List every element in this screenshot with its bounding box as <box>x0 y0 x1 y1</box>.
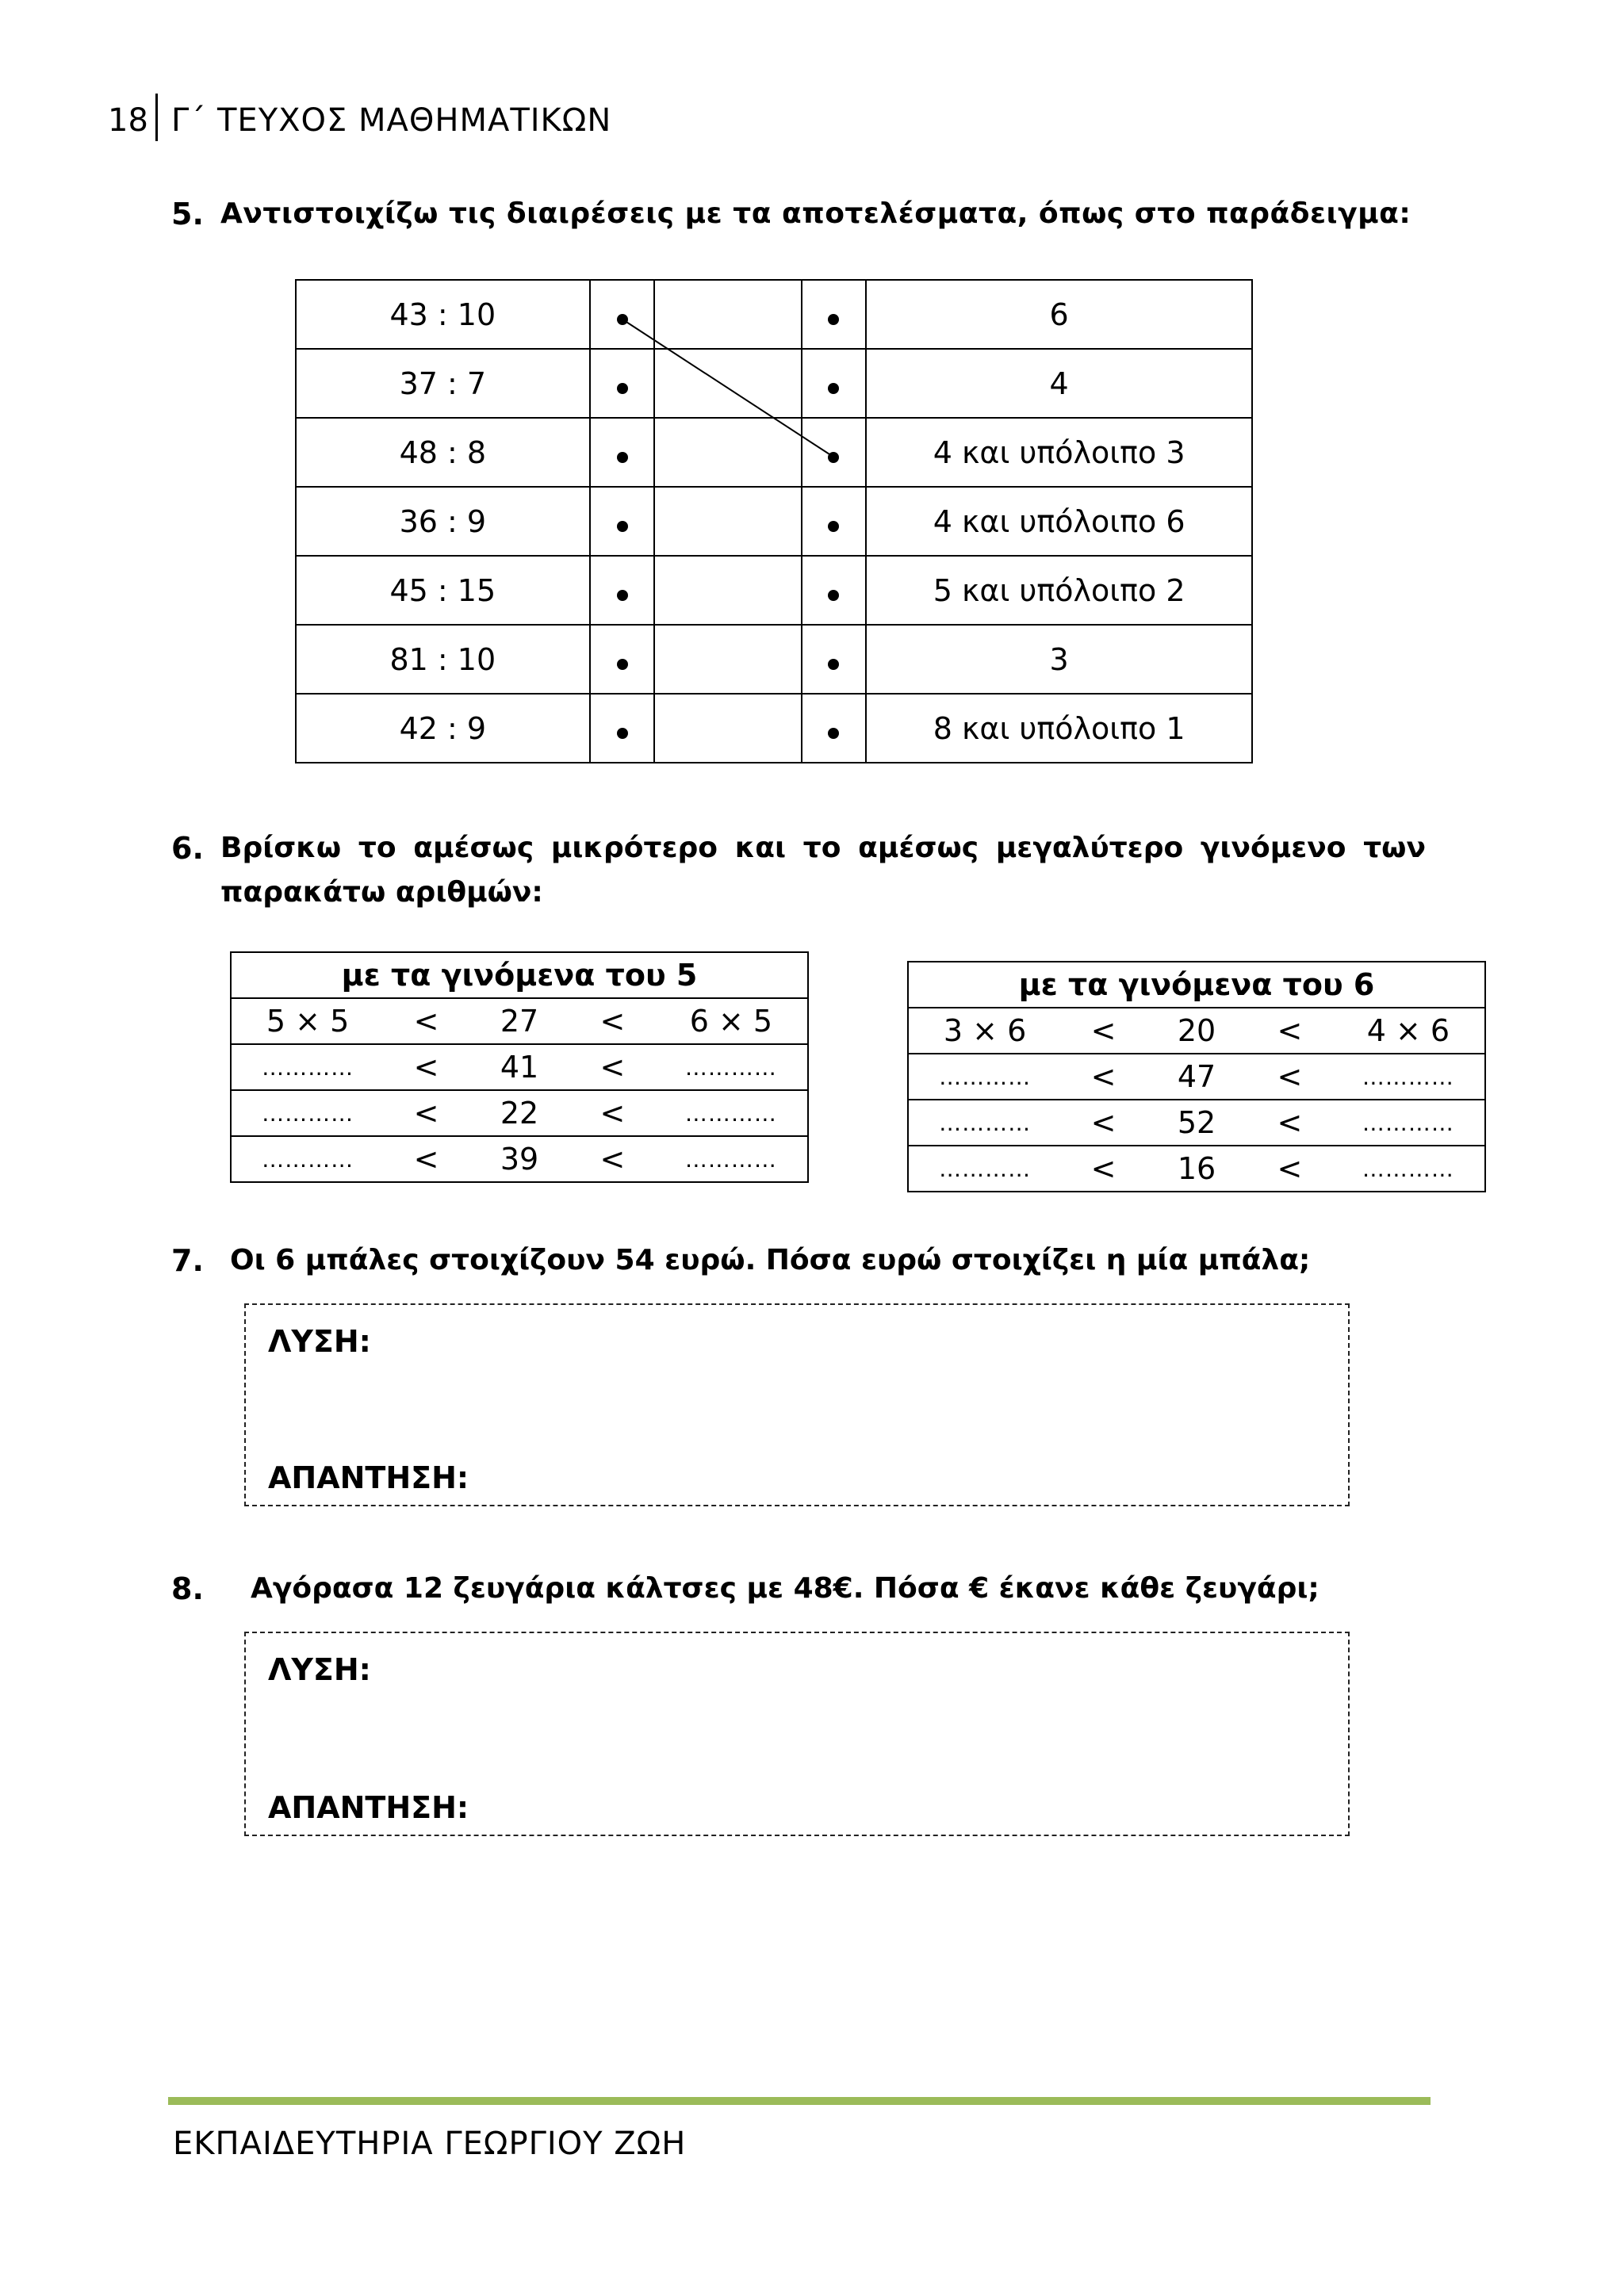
exercise-5-prompt: Αντιστοιχίζω τις διαιρέσεις με τα αποτελέσματα, όπως στο παράδειγμα: <box>220 197 1411 230</box>
division-cell <box>296 487 590 556</box>
connect-space <box>654 487 801 556</box>
lower-product[interactable]: ………… <box>939 1155 1032 1182</box>
less-than-sign: < <box>1277 1059 1303 1094</box>
less-than-sign: < <box>599 1050 626 1085</box>
division-cell <box>296 625 590 694</box>
result-cell <box>866 349 1252 418</box>
exercise-7-prompt: Οι 6 μπάλες στοιχίζουν 54 ευρώ. Πόσα ευρώ στοιχίζει η μία μπάλα; <box>230 1244 1311 1276</box>
number-value: 47 <box>1177 1059 1216 1094</box>
right-dot[interactable] <box>828 659 839 670</box>
exercise-7-answer-box[interactable] <box>244 1303 1350 1506</box>
products-of-6-table <box>907 961 1486 1192</box>
division-cell <box>296 280 590 349</box>
number-value: 27 <box>500 1004 539 1039</box>
product-row <box>231 1090 808 1136</box>
upper-product[interactable]: ………… <box>1362 1155 1454 1182</box>
lower-product: 5 × 5 <box>266 1004 350 1039</box>
result-cell <box>866 487 1252 556</box>
result-label: 6 <box>1049 297 1069 332</box>
right-dot[interactable] <box>828 383 839 394</box>
left-dot-cell[interactable] <box>590 418 655 487</box>
left-dot-cell[interactable] <box>590 694 655 763</box>
lower-product[interactable]: ………… <box>262 1146 354 1173</box>
footer-rule <box>168 2097 1431 2105</box>
right-dot[interactable] <box>828 314 839 325</box>
result-label: 4 και υπόλοιπο 6 <box>933 503 1185 539</box>
exercise-6-number: 6. <box>171 831 204 866</box>
left-dot[interactable] <box>617 383 628 394</box>
product-row <box>231 1136 808 1182</box>
result-label: 3 <box>1049 641 1069 677</box>
left-dot-cell[interactable] <box>590 625 655 694</box>
less-than-sign: < <box>1277 1105 1303 1140</box>
result-cell <box>866 694 1252 763</box>
match-row <box>296 418 1252 487</box>
product-row-cell <box>231 998 808 1044</box>
division-label: 45 : 15 <box>389 572 496 608</box>
right-dot-cell[interactable] <box>802 280 867 349</box>
match-row <box>296 349 1252 418</box>
number-value: 16 <box>1177 1151 1216 1186</box>
connect-space <box>654 418 801 487</box>
products-of-5-table <box>230 951 809 1183</box>
connect-space <box>654 625 801 694</box>
left-dot[interactable] <box>617 659 628 670</box>
division-label: 43 : 10 <box>389 297 496 332</box>
result-cell <box>866 418 1252 487</box>
lower-product[interactable]: ………… <box>939 1109 1032 1136</box>
right-dot-cell[interactable] <box>802 694 867 763</box>
less-than-sign: < <box>599 1004 626 1039</box>
left-dot-cell[interactable] <box>590 349 655 418</box>
lower-product[interactable]: ………… <box>262 1100 354 1127</box>
match-row <box>296 625 1252 694</box>
upper-product: 4 × 6 <box>1366 1013 1450 1048</box>
result-label: 4 και υπόλοιπο 3 <box>933 434 1185 470</box>
exercise-6-prompt-line-1: Βρίσκω το αμέσως μικρότερο και το αμέσως μεγαλύτερο γινόμενο των <box>220 832 1426 864</box>
less-than-sign: < <box>599 1142 626 1177</box>
exercise-8-answer-box[interactable] <box>244 1632 1350 1836</box>
product-row-cell <box>231 1044 808 1090</box>
match-row <box>296 694 1252 763</box>
product-row <box>908 1054 1485 1100</box>
footer-text: ΕΚΠΑΙΔΕΥΤΗΡΙΑ ΓΕΩΡΓΙΟΥ ΖΩΗ <box>173 2126 687 2162</box>
exercise-8-solution-label: ΛΥΣΗ: <box>268 1652 371 1687</box>
result-cell <box>866 556 1252 625</box>
less-than-sign: < <box>413 1096 439 1131</box>
less-than-sign: < <box>1277 1013 1303 1048</box>
less-than-sign: < <box>1277 1151 1303 1186</box>
lower-product: 3 × 6 <box>943 1013 1027 1048</box>
table-caption-row <box>231 952 808 998</box>
upper-product[interactable]: ………… <box>1362 1063 1454 1090</box>
exercise-5-number: 5. <box>171 197 204 232</box>
upper-product[interactable]: ………… <box>1362 1109 1454 1136</box>
match-row <box>296 556 1252 625</box>
exercise-6-prompt-line-2: παρακάτω αριθμών: <box>220 876 543 909</box>
product-row-cell <box>231 1136 808 1182</box>
number-value: 20 <box>1177 1013 1216 1048</box>
right-dot[interactable] <box>828 521 839 532</box>
left-dot-cell[interactable] <box>590 280 655 349</box>
match-row <box>296 280 1252 349</box>
less-than-sign: < <box>413 1004 439 1039</box>
number-value: 52 <box>1177 1105 1216 1140</box>
match-row <box>296 487 1252 556</box>
right-dot-cell[interactable] <box>802 556 867 625</box>
product-row <box>908 1008 1485 1054</box>
document-title: Γ΄ ΤΕΥΧΟΣ ΜΑΘΗΜΑΤΙΚΩΝ <box>171 102 612 139</box>
less-than-sign: < <box>1090 1151 1116 1186</box>
right-dot-cell[interactable] <box>802 487 867 556</box>
result-cell <box>866 280 1252 349</box>
division-label: 48 : 8 <box>399 434 487 470</box>
right-dot-cell[interactable] <box>802 349 867 418</box>
left-dot[interactable] <box>617 521 628 532</box>
upper-product: 6 × 5 <box>689 1004 773 1039</box>
product-row-cell <box>231 1090 808 1136</box>
division-label: 37 : 7 <box>399 365 487 401</box>
product-row-cell <box>908 1100 1485 1146</box>
exercise-8-prompt: Αγόρασα 12 ζευγάρια κάλτσες με 48€. Πόσα € έκανε κάθε ζευγάρι; <box>251 1572 1320 1605</box>
less-than-sign: < <box>413 1050 439 1085</box>
exercise-8-number: 8. <box>171 1571 204 1606</box>
left-dot[interactable] <box>617 452 628 463</box>
division-cell <box>296 349 590 418</box>
table-caption: με τα γινόμενα του 5 <box>231 952 808 998</box>
less-than-sign: < <box>599 1096 626 1131</box>
product-row-cell <box>908 1008 1485 1054</box>
less-than-sign: < <box>1090 1105 1116 1140</box>
result-cell <box>866 625 1252 694</box>
less-than-sign: < <box>413 1142 439 1177</box>
division-cell <box>296 418 590 487</box>
lower-product[interactable]: ………… <box>939 1063 1032 1090</box>
page-number: 18 <box>108 102 148 139</box>
result-label: 4 <box>1049 365 1069 401</box>
matching-table <box>295 279 1253 763</box>
less-than-sign: < <box>1090 1013 1116 1048</box>
exercise-7-answer-label: ΑΠΑΝΤΗΣΗ: <box>268 1460 469 1495</box>
right-dot[interactable] <box>828 728 839 739</box>
number-value: 41 <box>500 1050 539 1085</box>
right-dot-cell[interactable] <box>802 625 867 694</box>
division-label: 36 : 9 <box>399 503 487 539</box>
upper-product[interactable]: ………… <box>684 1100 777 1127</box>
exercise-7-solution-label: ΛΥΣΗ: <box>268 1324 371 1359</box>
product-row <box>231 1044 808 1090</box>
number-value: 39 <box>500 1142 539 1177</box>
division-label: 42 : 9 <box>399 710 487 746</box>
right-dot[interactable] <box>828 452 839 463</box>
division-cell <box>296 556 590 625</box>
exercise-8-answer-label: ΑΠΑΝΤΗΣΗ: <box>268 1790 469 1825</box>
product-row <box>231 998 808 1044</box>
upper-product[interactable]: ………… <box>684 1146 777 1173</box>
division-label: 81 : 10 <box>389 641 496 677</box>
left-dot-cell[interactable] <box>590 556 655 625</box>
connect-space <box>654 349 801 418</box>
result-label: 8 και υπόλοιπο 1 <box>933 710 1185 746</box>
product-row-cell <box>908 1054 1485 1100</box>
product-row-cell <box>908 1146 1485 1192</box>
lower-product[interactable]: ………… <box>262 1054 354 1081</box>
left-dot[interactable] <box>617 728 628 739</box>
less-than-sign: < <box>1090 1059 1116 1094</box>
result-label: 5 και υπόλοιπο 2 <box>933 572 1185 608</box>
number-value: 22 <box>500 1096 539 1131</box>
right-dot[interactable] <box>828 590 839 601</box>
product-row <box>908 1146 1485 1192</box>
division-cell <box>296 694 590 763</box>
connect-space <box>654 280 801 349</box>
left-dot[interactable] <box>617 590 628 601</box>
product-row <box>908 1100 1485 1146</box>
header-separator <box>155 94 158 141</box>
right-dot-cell[interactable] <box>802 418 867 487</box>
exercise-7-number: 7. <box>171 1243 204 1278</box>
left-dot[interactable] <box>617 314 628 325</box>
table-caption: με τα γινόμενα του 6 <box>908 962 1485 1008</box>
connect-space <box>654 556 801 625</box>
table-caption-row <box>908 962 1485 1008</box>
upper-product[interactable]: ………… <box>684 1054 777 1081</box>
connect-space <box>654 694 801 763</box>
left-dot-cell[interactable] <box>590 487 655 556</box>
